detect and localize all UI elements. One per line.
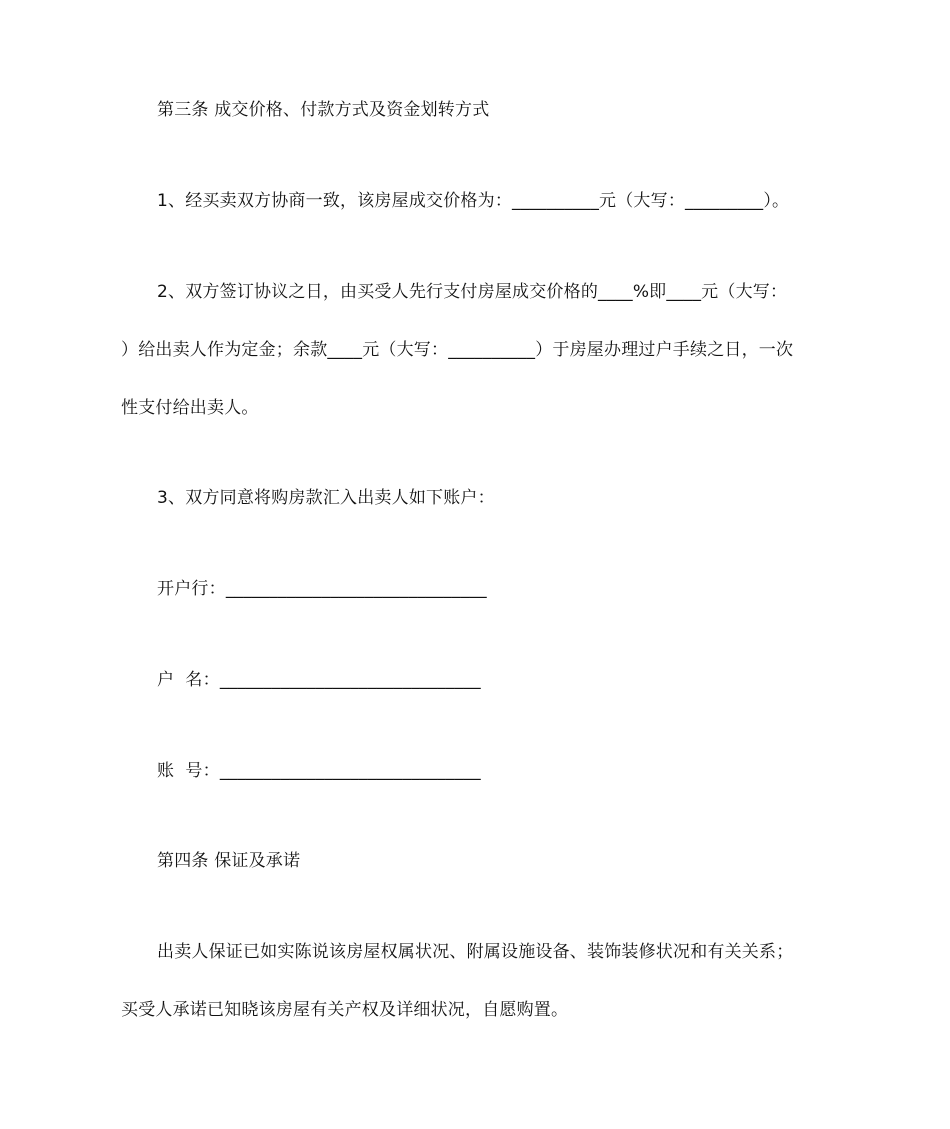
clause-1-price: 1、经买卖双方协商一致，该房屋成交价格为：__________元（大写：_________）。 (157, 191, 790, 211)
account-number-label: 账 号： (157, 761, 220, 781)
bank-field (157, 577, 487, 601)
clause-2-line-1: 2、双方签订协议之日，由买受人先行支付房屋成交价格的____%即____元（大写： (157, 282, 788, 302)
account-number-field (157, 759, 481, 783)
article4-heading: 第四条 保证及承诺 (157, 851, 301, 871)
account-name-blank: ______________________________ (219, 670, 481, 690)
bank-blank: ______________________________ (225, 579, 487, 599)
clause-2-line-2: ）给出卖人作为定金；余款____元（大写：__________）于房屋办理过户手续之日，一次 (121, 340, 794, 360)
clause-3-account-intro: 3、双方同意将购房款汇入出卖人如下账户： (157, 488, 495, 508)
account-number-blank: ______________________________ (219, 761, 481, 781)
article3-heading: 第三条 成交价格、付款方式及资金划转方式 (157, 100, 490, 120)
account-name-field (157, 668, 481, 692)
clause-2-line-3: 性支付给出卖人。 (121, 398, 259, 418)
guarantee-line-2: 买受人承诺已知晓该房屋有关产权及详细状况，自愿购置。 (121, 1000, 569, 1020)
guarantee-line-1: 出卖人保证已如实陈说该房屋权属状况、附属设施设备、装饰装修状况和有关关系； (157, 942, 794, 962)
bank-label: 开户行： (157, 579, 226, 599)
account-name-label: 户 名： (157, 670, 220, 690)
